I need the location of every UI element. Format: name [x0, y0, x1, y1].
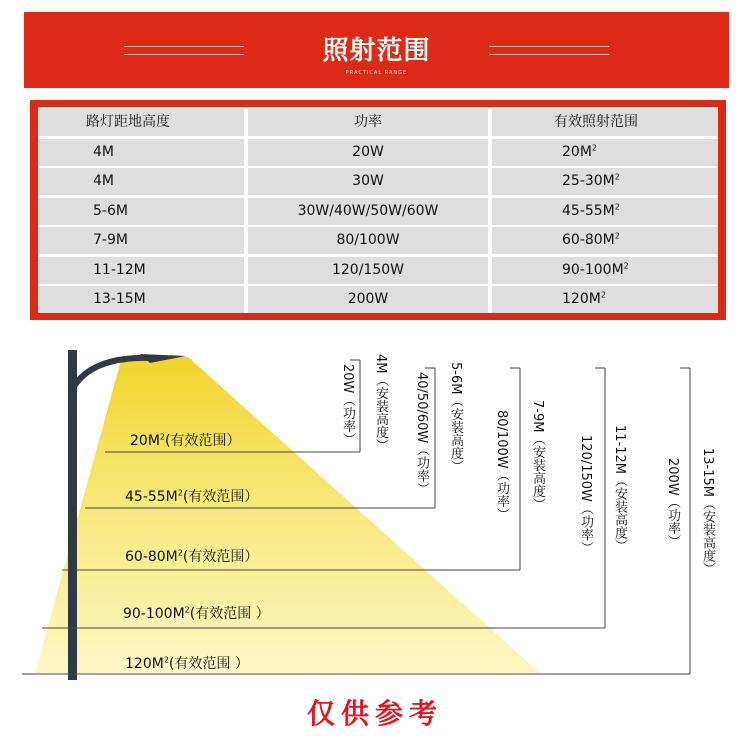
- cell-text: 20M: [562, 143, 592, 160]
- cell-height: [38, 227, 244, 254]
- table-row: [38, 227, 718, 254]
- cell-text: 45-55M: [562, 202, 615, 219]
- unit-superscript: 2: [614, 172, 620, 182]
- unit-superscript: 2: [591, 142, 597, 152]
- unit-superscript: 2: [163, 655, 169, 665]
- lamp-pole: [68, 350, 77, 680]
- unit-superscript: 2: [184, 605, 190, 615]
- range-label: [130, 430, 240, 450]
- page-title: 照射范围: [322, 36, 431, 66]
- unit-superscript: 2: [177, 488, 183, 498]
- unit-superscript: 2: [159, 432, 165, 442]
- table-row: [38, 139, 718, 166]
- power-label: 20W（功率）: [340, 364, 355, 446]
- table-row: [38, 198, 718, 225]
- power-label: 40/50/60W（功率）: [414, 372, 429, 496]
- range-label-text: 60-80M: [125, 549, 178, 565]
- install-height-label: 11-12M（安装高度）: [612, 425, 627, 552]
- cell-text: 25-30M: [562, 173, 615, 189]
- cell-text: 4M: [93, 173, 114, 189]
- cell-height: [38, 139, 244, 166]
- cell-power: [248, 198, 488, 225]
- cell-text: 4M: [93, 143, 114, 160]
- range-label: [125, 546, 258, 566]
- cell-power: [248, 168, 488, 195]
- cell-power: [248, 286, 488, 313]
- range-label-text: 90-100M: [123, 606, 185, 622]
- cell-range: [492, 257, 718, 284]
- cell-range: [492, 198, 718, 225]
- range-label-text: (有效范围）: [165, 433, 241, 449]
- unit-superscript: 2: [623, 260, 629, 270]
- cell-range: [492, 168, 718, 195]
- cell-text: 功率: [354, 114, 382, 130]
- table-row: [38, 286, 718, 313]
- cell-text: 60-80M: [562, 232, 615, 248]
- cell-text: 5-6M: [93, 202, 128, 219]
- unit-superscript: 2: [177, 548, 183, 558]
- cell-text: 80/100W: [336, 232, 400, 248]
- table-row: [38, 257, 718, 284]
- cell-range: [492, 286, 718, 313]
- range-label-text: (有效范围）: [182, 549, 259, 565]
- cell-range: [492, 227, 718, 254]
- cell-height: [38, 198, 244, 225]
- install-height-label: 5-6M（安装高度）: [448, 362, 463, 473]
- cell-text: 90-100M: [562, 261, 624, 278]
- column-header: [492, 109, 718, 136]
- table-header-row: [38, 109, 718, 136]
- cell-text: 30W/40W/50W/60W: [297, 202, 439, 219]
- range-label-text: 20M: [130, 433, 160, 449]
- unit-superscript: 2: [614, 231, 620, 241]
- light-beam: [35, 357, 540, 673]
- cell-text: 200W: [347, 291, 389, 307]
- page-subtitle: PRACTICAL RANGE: [345, 70, 408, 76]
- cell-height: [38, 168, 244, 195]
- range-label: [125, 653, 249, 673]
- install-height-label: 13-15M（安装高度）: [700, 448, 715, 575]
- cell-power: [248, 139, 488, 166]
- unit-superscript: 2: [614, 201, 620, 211]
- cell-power: [248, 227, 488, 254]
- cell-text: 120/150W: [331, 261, 404, 278]
- reference-note: 仅供参考: [306, 697, 443, 730]
- column-header: [248, 109, 488, 136]
- range-label-text: 45-55M: [125, 489, 178, 505]
- range-label: [125, 486, 258, 506]
- range-label-text: (有效范围）: [182, 489, 259, 505]
- install-height-label: 7-9M（安装高度）: [530, 400, 545, 511]
- range-label: [123, 603, 270, 623]
- cell-text: 11-12M: [93, 261, 146, 278]
- cell-text: 路灯距地高度: [86, 114, 170, 130]
- cell-text: 13-15M: [93, 291, 146, 307]
- power-label: 80/100W（功率）: [494, 410, 509, 521]
- install-height-label: 4M（安装高度）: [373, 354, 388, 452]
- cell-text: 有效照射范围: [554, 114, 638, 130]
- unit-superscript: 2: [600, 290, 606, 300]
- cell-text: 120M: [562, 291, 601, 307]
- cell-text: 20W: [352, 143, 384, 160]
- cell-text: 7-9M: [93, 232, 128, 248]
- range-label-text: (有效范围 ）: [189, 606, 270, 622]
- cell-height: [38, 257, 244, 284]
- range-table: [30, 100, 726, 320]
- header-banner: [24, 12, 729, 88]
- column-header: [38, 109, 244, 136]
- cell-power: [248, 257, 488, 284]
- range-table-body: [38, 107, 718, 313]
- range-label-text: 120M: [125, 656, 164, 672]
- power-label: 120/150W（功率）: [578, 435, 593, 554]
- range-label-text: (有效范围 ）: [168, 656, 249, 672]
- cell-height: [38, 286, 244, 313]
- table-row: [38, 168, 718, 195]
- cell-text: 30W: [352, 173, 384, 189]
- power-label: 200W（功率）: [665, 458, 680, 548]
- illumination-diagram: [0, 330, 750, 700]
- cell-range: [492, 139, 718, 166]
